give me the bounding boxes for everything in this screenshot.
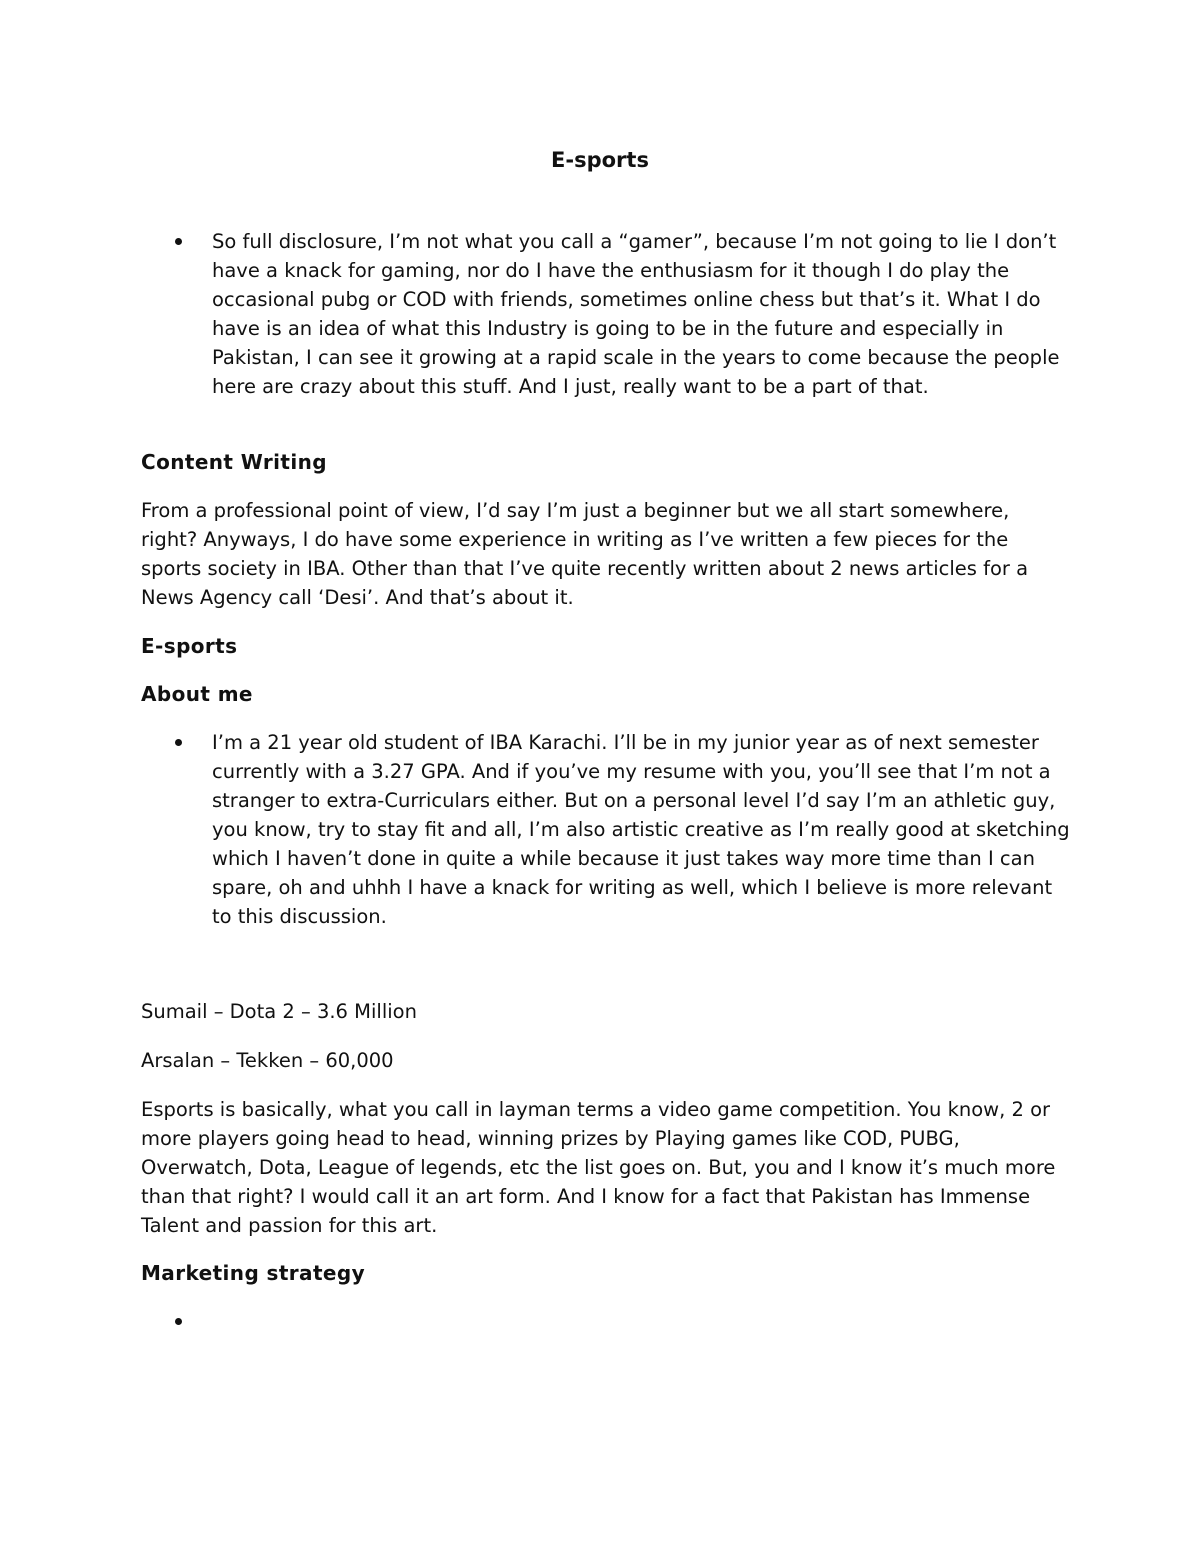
esports-heading: E-sports: [141, 634, 238, 658]
esports-paragraph: Esports is basically, what you call in layman terms a video game competition. You know, 2 or more players going head to head, winning prizes by Playing games like COD, PUBG, Overwatch, Dota, League of legends, etc the list goes on. But, you and I know it’s much more than that right? I would call it an art form. And I know for a fact that Pakistan has Immense Talent and passion for this art.: [141, 1098, 1056, 1237]
about-me-heading: About me: [141, 682, 253, 706]
bullet-dot-icon: [175, 739, 182, 746]
content-writing-heading: Content Writing: [141, 450, 327, 474]
intro-bullet-text: So full disclosure, I’m not what you call a “gamer”, because I’m not going to lie I don’t have a knack for gaming, nor do I have the enthusiasm for it though I do play the occasional pubg or COD with friends, sometimes online chess but that’s it. What I do have is an idea of what this Industry is going to be in the future and especially in Pakistan, I can see it growing at a rapid scale in the years to come because the people here are crazy about this stuff. And I just, really want to be a part of that.: [212, 230, 1060, 398]
player-line-sumail: Sumail – Dota 2 – 3.6 Million: [141, 1000, 417, 1023]
bullet-dot-icon: [175, 1318, 182, 1325]
document-title: E-sports: [551, 148, 649, 172]
player-line-arsalan: Arsalan – Tekken – 60,000: [141, 1049, 394, 1072]
bullet-dot-icon: [175, 238, 182, 245]
about-me-bullet-text: I’m a 21 year old student of IBA Karachi. I’ll be in my junior year as of next semester currently with a 3.27 GPA. And if you’ve my resume with you, you’ll see that I’m not a stranger to extra-Curriculars either. But on a personal level I’d say I’m an athletic guy, you know, try to stay fit and all, I’m also artistic creative as I’m really good at sketching which I haven’t done in quite a while because it just takes way more time than I can spare, oh and uhhh I have a knack for writing as well, which I believe is more relevant to this discussion.: [212, 731, 1070, 928]
content-writing-paragraph: From a professional point of view, I’d say I’m just a beginner but we all start somewhere, right? Anyways, I do have some experience in writing as I’ve written a few pieces for the sports society in IBA. Other than that I’ve quite recently written about 2 news articles for a News Agency call ‘Desi’. And that’s about it.: [141, 499, 1029, 609]
marketing-strategy-heading: Marketing strategy: [141, 1261, 366, 1285]
